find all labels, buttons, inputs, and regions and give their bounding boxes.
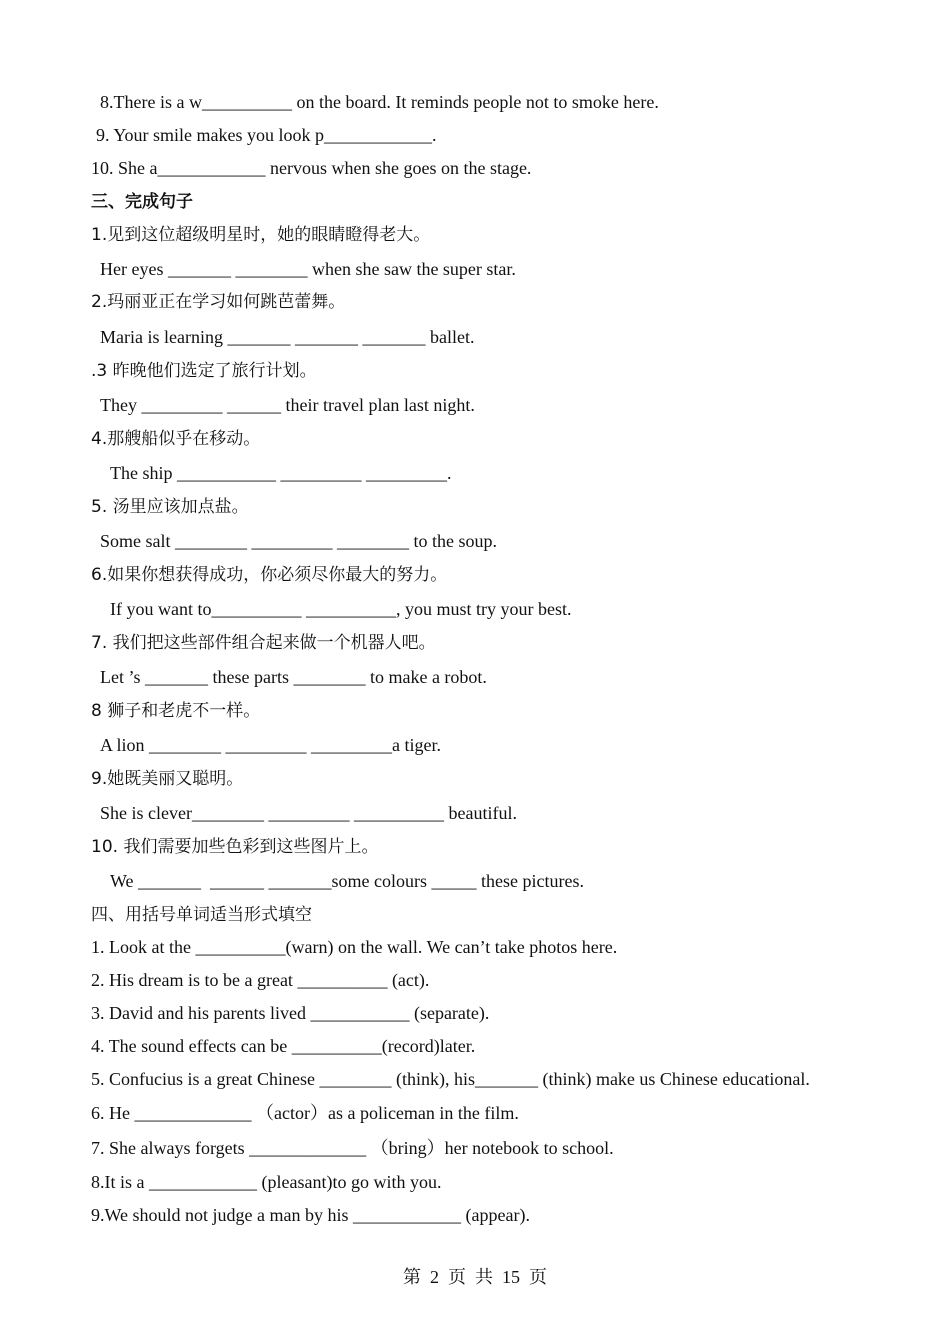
english-sentence: They _________ ______ their travel plan last night. [100,395,475,415]
exercise-line: 7. She always forgets _____________ （bring）her notebook to school. [91,1138,614,1158]
exercise-line: 9.We should not judge a man by his ____________ (appear). [91,1205,530,1225]
english-sentence: We _______ ______ _______some colours _____ these pictures. [110,871,584,891]
exercise-line: 9. Your smile makes you look p____________. [96,125,437,145]
chinese-prompt: .3 昨晚他们选定了旅行计划。 [91,361,317,381]
page-number-footer: 第 2 页 共 15 页 [403,1267,547,1287]
exercise-line: 4. The sound effects can be __________(record)later. [91,1036,476,1056]
section-heading: 三、完成句子 [91,192,193,212]
exercise-line: 10. She a____________ nervous when she goes on the stage. [91,158,532,178]
chinese-prompt: 6.如果你想获得成功，你必须尽你最大的努力。 [91,565,448,585]
exercise-line: 8.There is a w__________ on the board. It reminds people not to smoke here. [100,92,659,112]
english-sentence: The ship ___________ _________ _________. [110,463,452,483]
chinese-prompt: 2.玛丽亚正在学习如何跳芭蕾舞。 [91,292,346,312]
exercise-line: 6. He _____________ （actor）as a policeman in the film. [91,1103,519,1123]
english-sentence: A lion ________ _________ _________a tiger. [100,735,441,755]
chinese-prompt: 1.见到这位超级明星时，她的眼睛瞪得老大。 [91,225,431,245]
chinese-prompt: 5. 汤里应该加点盐。 [91,497,249,517]
english-sentence: Maria is learning _______ _______ _______ ballet. [100,327,475,347]
english-sentence: Some salt ________ _________ ________ to the soup. [100,531,497,551]
exercise-line: 1. Look at the __________(warn) on the wall. We can’t take photos here. [91,937,618,957]
chinese-prompt: 10. 我们需要加些色彩到这些图片上。 [91,837,379,857]
english-sentence: Her eyes _______ ________ when she saw the super star. [100,259,516,279]
english-sentence: If you want to__________ __________, you must try your best. [110,599,572,619]
chinese-prompt: 9.她既美丽又聪明。 [91,769,244,789]
english-sentence: Let ’s _______ these parts ________ to make a robot. [100,667,487,687]
section-heading: 四、用括号单词适当形式填空 [91,905,312,925]
english-sentence: She is clever________ _________ __________ beautiful. [100,803,517,823]
exercise-line: 8.It is a ____________ (pleasant)to go with you. [91,1172,442,1192]
exercise-line: 3. David and his parents lived ___________ (separate). [91,1003,490,1023]
exercise-line: 5. Confucius is a great Chinese ________ (think), his_______ (think) make us Chinese educational. [91,1069,810,1089]
chinese-prompt: 4.那艘船似乎在移动。 [91,429,261,449]
chinese-prompt: 8 狮子和老虎不一样。 [91,701,261,721]
exercise-line: 2. His dream is to be a great __________ (act). [91,970,430,990]
chinese-prompt: 7. 我们把这些部件组合起来做一个机器人吧。 [91,633,436,653]
